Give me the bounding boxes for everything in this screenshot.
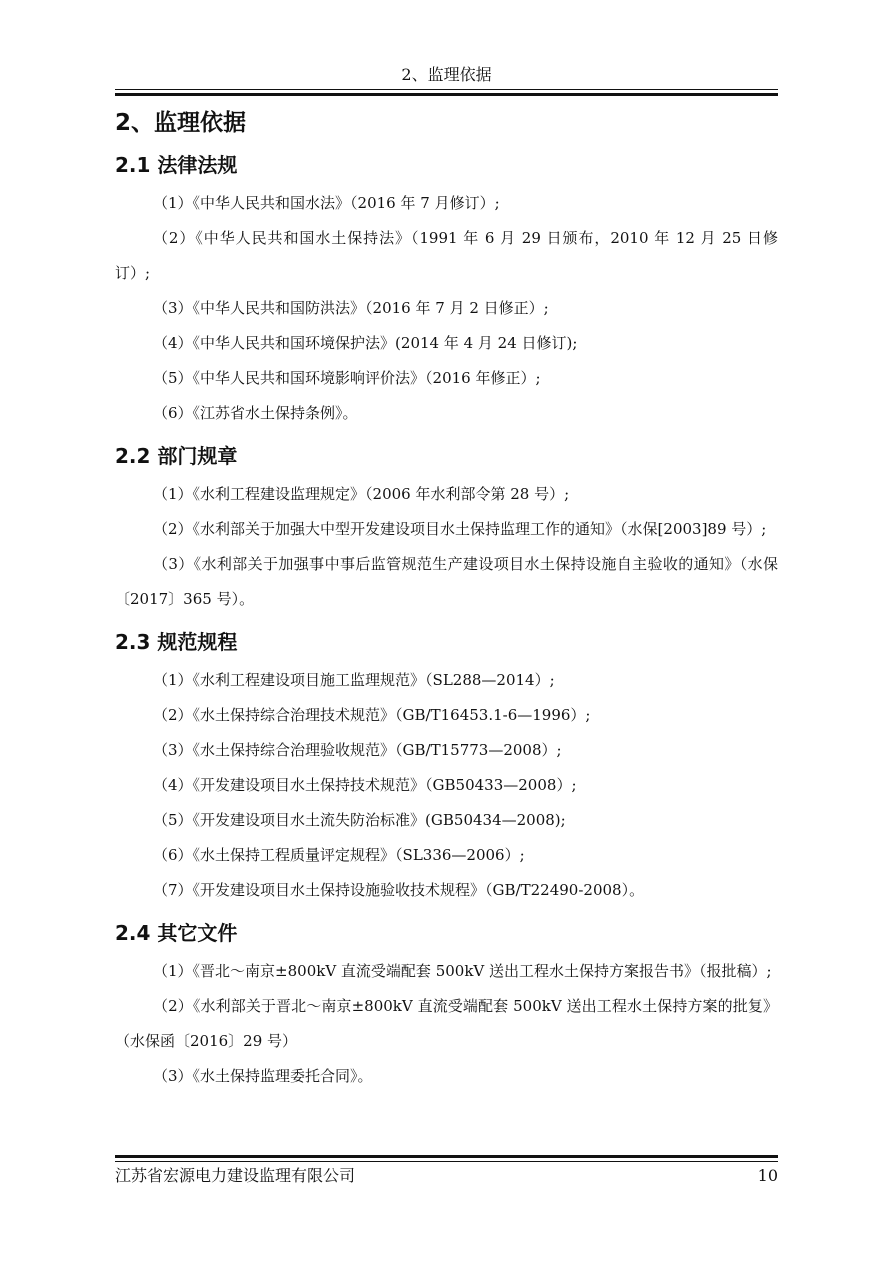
list-item: （3）《水利部关于加强事中事后监管规范生产建设项目水土保持设施自主验收的通知》（水保〔2017〕365 号）。 (115, 555, 778, 608)
list-item: （1）《水利工程建设项目施工监理规范》（SL288—2014）; (153, 671, 555, 689)
footer-rule-thin (115, 1161, 778, 1162)
list-item: （3）《水土保持综合治理验收规范》（GB/T15773—2008）; (153, 741, 562, 759)
header-rule-thin (115, 89, 778, 90)
document-body (115, 106, 778, 1094)
list-item: （1）《中华人民共和国水法》（2016 年 7 月修订）; (153, 194, 500, 212)
section-title-regulations: 2.2 部门规章 (115, 444, 238, 468)
list-item: （2）《水利部关于晋北～南京±800kV 直流受端配套 500kV 送出工程水土保持方案的批复》（水保函〔2016〕29 号） (115, 997, 778, 1050)
header-rule-thick (115, 93, 778, 96)
list-item: （3）《水土保持监理委托合同》。 (153, 1067, 373, 1085)
section-title-laws: 2.1 法律法规 (115, 153, 238, 177)
footer-company-name: 江苏省宏源电力建设监理有限公司 (115, 1166, 356, 1185)
list-item: （3）《中华人民共和国防洪法》（2016 年 7 月 2 日修正）; (153, 299, 549, 317)
list-item: （2）《水土保持综合治理技术规范》（GB/T16453.1-6—1996）; (153, 706, 591, 724)
page-number: 10 (757, 1166, 778, 1185)
list-item: （1）《水利工程建设监理规定》（2006 年水利部令第 28 号）; (153, 485, 570, 503)
list-item: （5）《开发建设项目水土流失防治标准》(GB50434—2008); (153, 811, 566, 829)
list-item: （6）《江苏省水土保持条例》。 (153, 404, 358, 422)
section-title-standards: 2.3 规范规程 (115, 630, 238, 654)
footer-rule-thick (115, 1155, 778, 1158)
list-item: （2）《中华人民共和国水土保持法》（1991 年 6 月 29 日颁布，2010 年 12 月 25 日修订）; (115, 229, 778, 282)
list-item: （1）《晋北～南京±800kV 直流受端配套 500kV 送出工程水土保持方案报告书》（报批稿）; (153, 962, 772, 980)
list-item: （7）《开发建设项目水土保持设施验收技术规程》（GB/T22490-2008）。 (153, 881, 645, 899)
section-title-other-documents: 2.4 其它文件 (115, 921, 238, 945)
list-item: （2）《水利部关于加强大中型开发建设项目水土保持监理工作的通知》（水保[2003]89 号）; (153, 520, 767, 538)
list-item: （5）《中华人民共和国环境影响评价法》（2016 年修正）; (153, 369, 541, 387)
running-header: 2、监理依据 (401, 65, 492, 84)
list-item: （4）《中华人民共和国环境保护法》(2014 年 4 月 24 日修订); (153, 334, 578, 352)
chapter-title: 2、监理依据 (115, 110, 247, 136)
list-item: （6）《水土保持工程质量评定规程》（SL336—2006）; (153, 846, 525, 864)
list-item: （4）《开发建设项目水土保持技术规范》（GB50433—2008）; (153, 776, 577, 794)
